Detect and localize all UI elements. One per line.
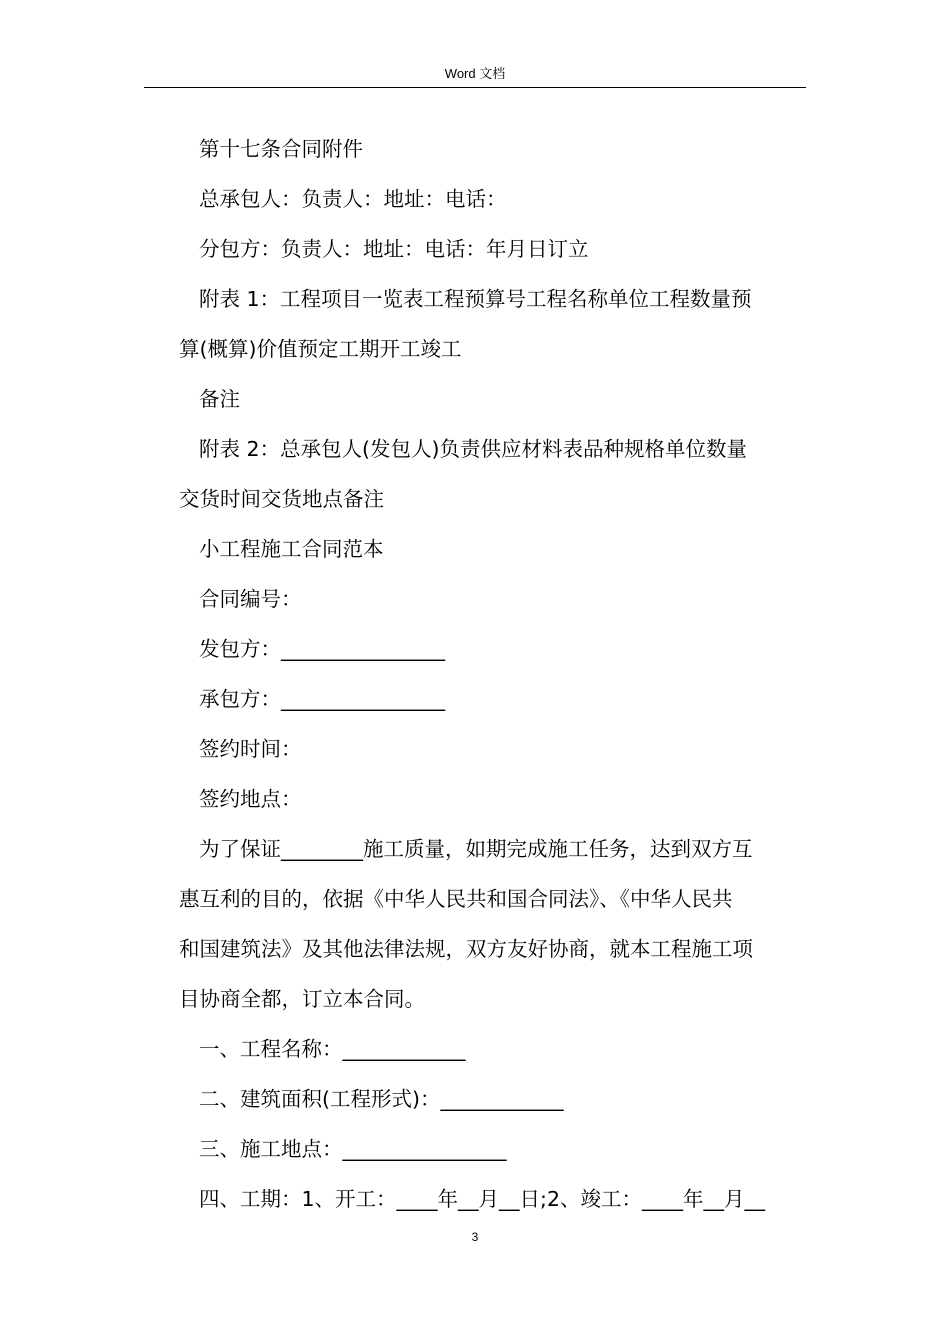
page-header: Word 文档 <box>444 66 506 81</box>
paragraph-line: 签约时间： <box>199 737 302 761</box>
paragraph-line: 签约地点： <box>199 787 302 811</box>
page-number: 3 <box>471 1230 479 1244</box>
paragraph-line: 合同编号： <box>199 587 302 611</box>
paragraph-line: 二、建筑面积(工程形式)：____________ <box>199 1087 564 1111</box>
paragraph-line: 算(概算)价值预定工期开工竣工 <box>179 337 462 361</box>
paragraph-line: 分包方：负责人：地址：电话：年月日订立 <box>199 237 589 261</box>
paragraph-line: 四、工期：1、开工：____年__月__日;2、竣工：____年__月__ <box>199 1187 765 1211</box>
paragraph-line: 为了保证________施工质量，如期完成施工任务，达到双方互 <box>199 837 753 861</box>
header-divider <box>144 87 806 88</box>
paragraph-line: 和国建筑法》及其他法律法规，双方友好协商，就本工程施工项 <box>179 937 753 961</box>
paragraph-line: 目协商全都，订立本合同。 <box>179 987 425 1011</box>
paragraph-line: 惠互利的目的，依据《中华人民共和国合同法》、《中华人民共 <box>179 887 733 911</box>
paragraph-line: 备注 <box>199 387 240 411</box>
paragraph-line: 三、施工地点：________________ <box>199 1137 507 1161</box>
paragraph-line: 附表 2：总承包人(发包人)负责供应材料表品种规格单位数量 <box>199 437 748 461</box>
paragraph-line: 小工程施工合同范本 <box>199 537 384 561</box>
paragraph-line: 发包方：________________ <box>199 637 445 661</box>
document-body <box>179 124 804 1224</box>
paragraph-line: 附表 1：工程项目一览表工程预算号工程名称单位工程数量预 <box>199 287 752 311</box>
paragraph-line: 总承包人：负责人：地址：电话： <box>199 187 507 211</box>
paragraph-line: 交货时间交货地点备注 <box>179 487 384 511</box>
paragraph-line: 承包方：________________ <box>199 687 445 711</box>
paragraph-line: 一、工程名称：____________ <box>199 1037 466 1061</box>
paragraph-line: 第十七条合同附件 <box>199 137 363 161</box>
